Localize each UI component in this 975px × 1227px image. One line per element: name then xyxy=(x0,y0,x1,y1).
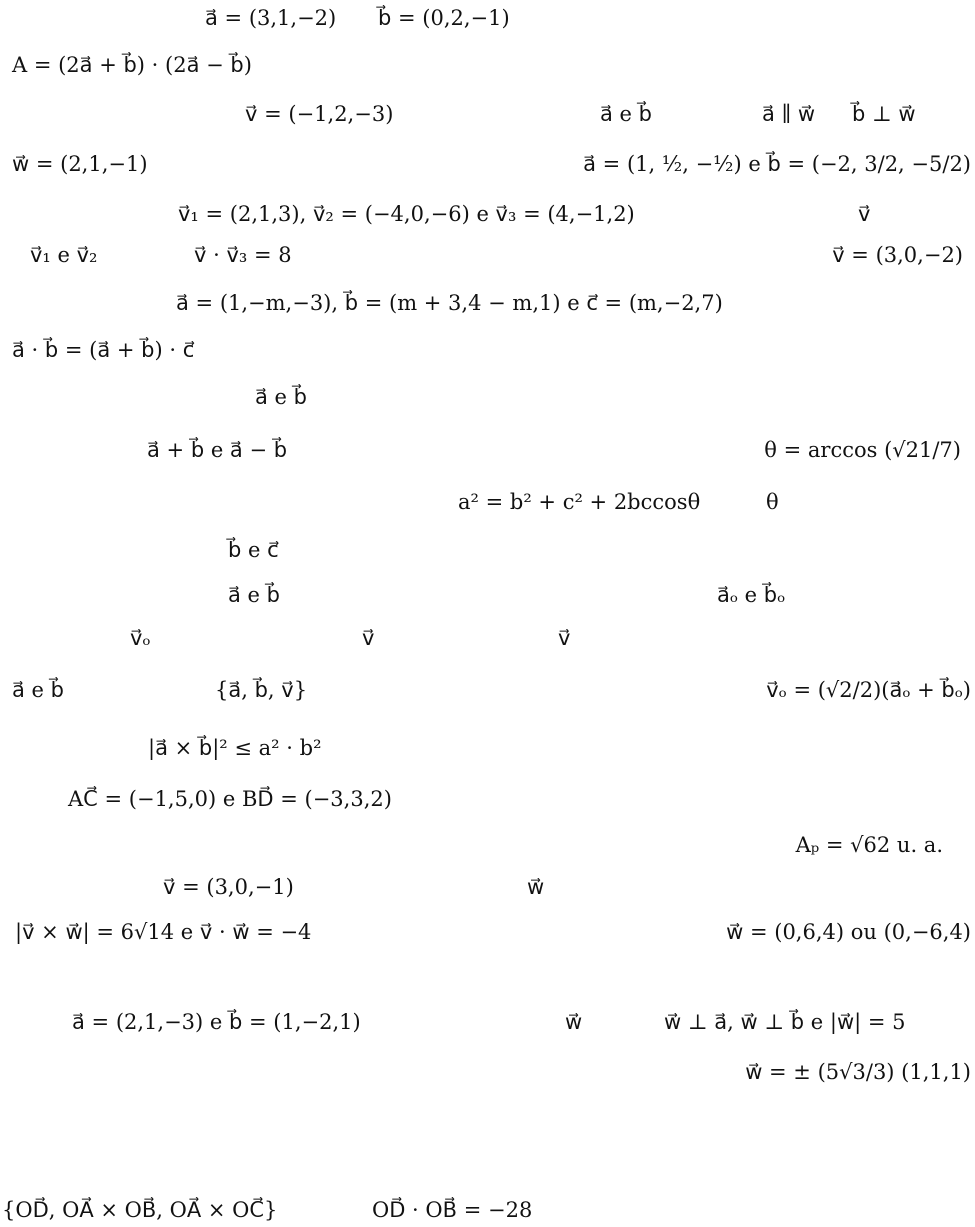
vector-v-symbol: v⃗ xyxy=(858,202,871,226)
answer-a-and-b: a⃗ = (1, ½, −½) e b⃗ = (−2, 3/2, −5/2) xyxy=(583,152,971,176)
vector-w-definition: w⃗ = (2,1,−1) xyxy=(12,152,148,176)
answer-vector-w: w⃗ = (0,6,4) ou (0,−6,4) xyxy=(726,920,971,944)
a-and-b: a⃗ e b⃗ xyxy=(600,102,652,126)
vectors-v1-v2-v3: v⃗₁ = (2,1,3), v⃗₂ = (−4,0,−6) e v⃗₃ = (4,−1,2) xyxy=(178,202,635,226)
vector-v-definition: v⃗ = (−1,2,−3) xyxy=(245,102,394,126)
answer-unit-v: v⃗ₒ = (√2/2)(a⃗ₒ + b⃗ₒ) xyxy=(766,678,971,702)
unit-v: v⃗ₒ xyxy=(130,626,151,650)
a-parallel-w: a⃗ ∥ w⃗ xyxy=(762,102,816,126)
unit-a-and-b: a⃗ₒ e b⃗ₒ xyxy=(717,583,786,607)
a-and-b-3: a⃗ e b⃗ xyxy=(228,583,280,607)
w-conditions: w⃗ ⊥ a⃗, w⃗ ⊥ b⃗ e |w⃗| = 5 xyxy=(664,1010,906,1034)
v1-and-v2: v⃗₁ e v⃗₂ xyxy=(30,243,98,267)
answer-theta: θ = arccos (√21/7) xyxy=(764,438,961,462)
expression-a: A = (2a⃗ + b⃗) · (2a⃗ − b⃗) xyxy=(12,53,252,77)
vector-v-definition-2: v⃗ = (3,0,−1) xyxy=(163,875,294,899)
cross-and-dot-conditions: |v⃗ × w⃗| = 6√14 e v⃗ · w⃗ = −4 xyxy=(15,920,312,944)
vector-w-symbol-2: w⃗ xyxy=(565,1010,583,1034)
set-a-b-v: {a⃗, b⃗, v⃗} xyxy=(215,678,308,702)
b-perpendicular-w: b⃗ ⊥ w⃗ xyxy=(852,102,916,126)
dot-product-condition: a⃗ · b⃗ = (a⃗ + b⃗) · c⃗ xyxy=(12,338,195,362)
theta-symbol: θ xyxy=(766,490,779,514)
od-dot-ob: OD⃗ · OB⃗ = −28 xyxy=(372,1198,533,1222)
sum-and-difference: a⃗ + b⃗ e a⃗ − b⃗ xyxy=(147,438,288,462)
b-and-c: b⃗ e c⃗ xyxy=(228,538,279,562)
set-od-oa-ob-oc: {OD⃗, OA⃗ × OB⃗, OA⃗ × OC⃗} xyxy=(2,1198,278,1222)
vectors-a-and-b: a⃗ = (2,1,−3) e b⃗ = (1,−2,1) xyxy=(72,1010,361,1034)
vector-v-symbol-2: v⃗ xyxy=(362,626,375,650)
a-and-b-2: a⃗ e b⃗ xyxy=(255,385,307,409)
answer-vector-w-2: w⃗ = ± (5√3/3) (1,1,1) xyxy=(745,1060,971,1084)
a-and-b-4: a⃗ e b⃗ xyxy=(12,678,64,702)
vector-b-definition: b⃗ = (0,2,−1) xyxy=(378,6,510,30)
answer-vector-v: v⃗ = (3,0,−2) xyxy=(832,243,963,267)
v-dot-v3: v⃗ · v⃗₃ = 8 xyxy=(194,243,292,267)
vector-v-symbol-3: v⃗ xyxy=(558,626,571,650)
vectors-a-b-c: a⃗ = (1,−m,−3), b⃗ = (m + 3,4 − m,1) e c⃗ = (m,−2,7) xyxy=(176,291,723,315)
vector-w-symbol: w⃗ xyxy=(527,875,545,899)
vector-a-definition: a⃗ = (3,1,−2) xyxy=(205,6,337,30)
answer-area: Aₚ = √62 u. a. xyxy=(795,833,943,857)
law-of-cosines: a² = b² + c² + 2bccosθ xyxy=(458,490,701,514)
cross-product-inequality: |a⃗ × b⃗|² ≤ a² · b² xyxy=(148,736,322,760)
diagonals-ac-bd: AC⃗ = (−1,5,0) e BD⃗ = (−3,3,2) xyxy=(68,787,392,811)
